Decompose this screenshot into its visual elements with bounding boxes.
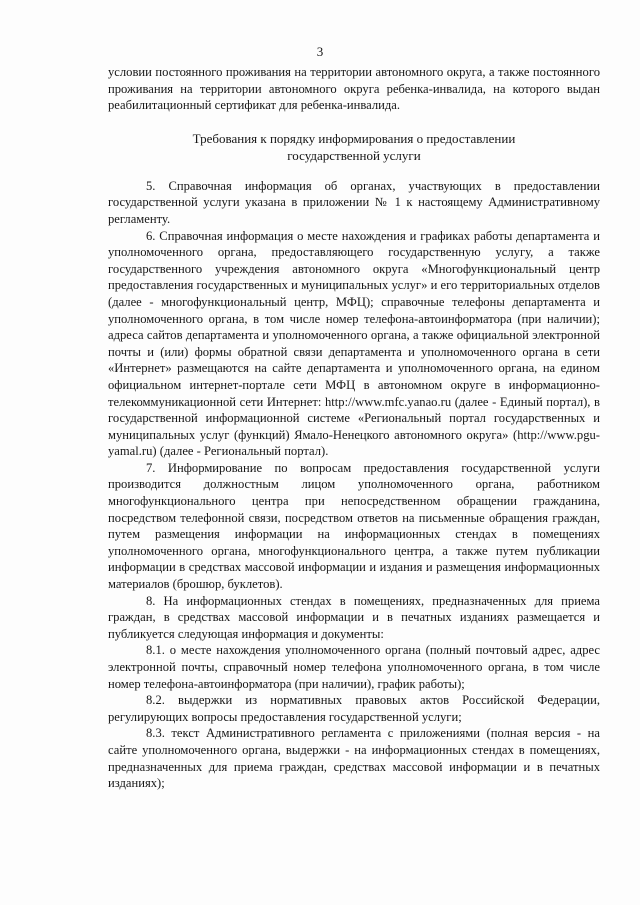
- page-number: 3: [316, 44, 324, 59]
- intro-paragraph: условии постоянного проживания на территории автономного округа, а также постоянного проживания на территории автономного округа ребенка-инвалида, на которого выдан реабилитационный сертификат для ребенка-инвалида.: [108, 65, 600, 113]
- section-title-line-1: Требования к порядку информирования о предоставлении: [192, 130, 516, 146]
- paragraph-8-3: 8.3. текст Административного регламента с приложениями (полная версия - на сайте уполномоченного органа, выдержки - на информационных стендах в помещениях, предназначенных для приема граждан, средствах массовой информации и в печатных изданиях);: [108, 726, 600, 791]
- section-title-line-2: государственной услуги: [287, 147, 421, 163]
- paragraph-8-2: 8.2. выдержки из нормативных правовых актов Российской Федерации, регулирующих вопросы предоставления государственной услуги;: [108, 693, 600, 724]
- paragraph-7: 7. Информирование по вопросам предоставления государственной услуги производится должностным лицом уполномоченного органа, работником многофункционального центра при непосредственном обращении гражданина, посредством телефонной связи, посредством ответов на письменные обращения граждан, путем размещения информации на информационных стендах в помещениях уполномоченного органа, многофункционального центра, а также путем публикации информации в средствах массовой информации и издания и размещения информационных материалов (брошюр, буклетов).: [108, 460, 600, 592]
- paragraph-5: 5. Справочная информация об органах, участвующих в предоставлении государственной услуги указана в приложении № 1 к настоящему Административному регламенту.: [108, 178, 600, 226]
- paragraph-8: 8. На информационных стендах в помещениях, предназначенных для приема граждан, в средствах массовой информации и в печатных изданиях размещается и публикуется следующая информация и документы:: [108, 593, 600, 641]
- paragraph-8-1: 8.1. о месте нахождения уполномоченного органа (полный почтовый адрес, адрес электронной почты, справочный номер телефона уполномоченного органа, в том числе номер телефона-автоинформатора (при наличии), график работы);: [108, 643, 600, 691]
- paragraph-6: 6. Справочная информация о месте нахождения и графиках работы департамента и уполномоченного органа, предоставляющего государственную услугу, а также государственного учреждения автономного округа «Многофункциональный центр предоставления государственных и муниципальных услуг» и его территориальных отделов (далее - многофункциональный центр, МФЦ); справочные телефоны департамента и уполномоченного органа, в том числе номер телефона-автоинформатора (при наличии); адреса сайтов департамента и уполномоченного органа, а также официальной электронной почты и (или) формы обратной связи департамента и уполномоченного органа в сети «Интернет» размещаются на сайте департамента и уполномоченного органа, на едином официальном интернет-портале сети МФЦ в автономном округе в информационно-телекоммуникационной сети Интернет: http://www.mfc.yanao.ru (далее - Единый портал), в государственной информационной системе «Региональный портал государственных и муниципальных услуг (функций) Ямало-Ненецкого автономного округа» (http://www.pgu-yamal.ru) (далее - Региональный портал).: [108, 228, 600, 459]
- section-title: [108, 130, 600, 164]
- page-body: [108, 64, 600, 792]
